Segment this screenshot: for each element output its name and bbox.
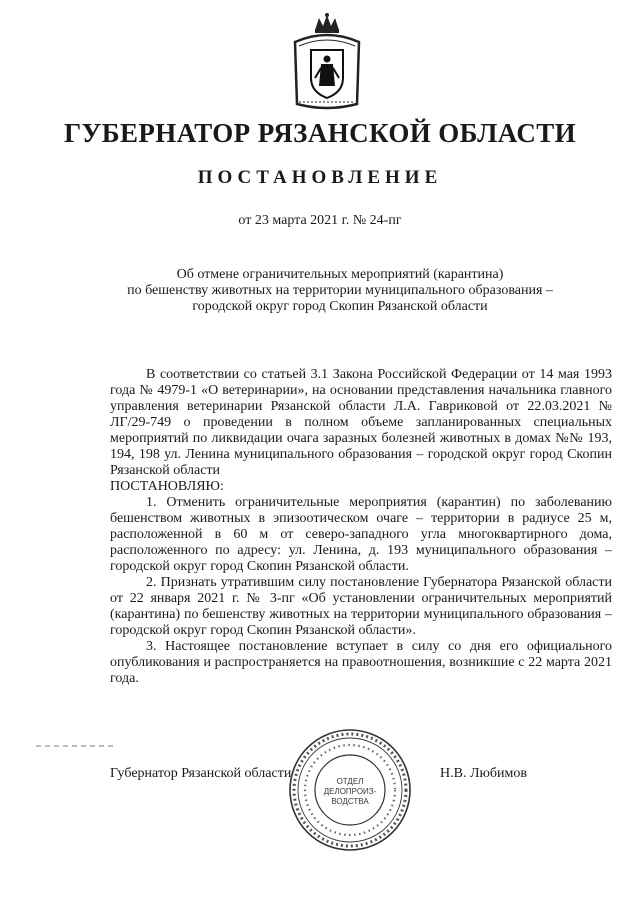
stamp-line: ОТДЕЛ <box>336 777 364 786</box>
date-number-line: от 23 марта 2021 г. № 24-пг <box>238 213 402 228</box>
coat-of-arms-icon <box>289 12 365 112</box>
subject-line: Об отмене ограничительных мероприятий (карантина) <box>176 267 504 282</box>
issuer-title: ГУБЕРНАТОР РЯЗАНСКОЙ ОБЛАСТИ <box>63 118 577 148</box>
stamp-text <box>322 777 378 807</box>
document-subject <box>100 267 580 315</box>
stamp-line: ВОДСТВА <box>331 797 369 806</box>
stamp-line: ДЕЛОПРОИЗ- <box>323 787 377 796</box>
preamble-paragraph: В соответствии со статьей 3.1 Закона Российской Федерации от 14 мая 1993 года № 4979-1 «О ветеринарии», на основании представления начальника главного управления ветеринарии Рязанской области Л.А. Гавриковой от 22.03.2021 № ЛГ/29-749 о проведении в полном объеме запланированных специальных мероприятий по ликвидации очага заразных болезней животных в домах №№ 193, 194, 198 ул. Ленина муниципального образования – городской округ город Скопин Рязанской области <box>110 367 612 478</box>
document-body <box>110 367 612 687</box>
decree-word: ПОСТАНОВЛЯЮ: <box>110 479 224 494</box>
signatory-name: Н.В. Любимов <box>440 766 527 781</box>
clause-3: 3. Настоящее постановление вступает в силу со дня его официального опубликования и распространяется на правоотношения, возникшие с 22 марта 2021 года. <box>110 639 612 686</box>
scan-dash-mark <box>36 745 116 747</box>
clause-1: 1. Отменить ограничительные мероприятия (карантин) по заболеванию бешенством животных в эпизоотическом очаге – территории в радиусе 25 м, расположенной в 60 м от северо-западного угла многоквартирного дома, расположенного по адресу: ул. Ленина, д. 193 муниципального образования – городской округ город Скопин Рязанской области. <box>110 495 612 574</box>
subject-line: городской округ город Скопин Рязанской области <box>192 299 488 314</box>
signatory-title: Губернатор Рязанской области <box>110 766 292 781</box>
subject-line: по бешенству животных на территории муниципального образования – <box>127 283 553 298</box>
clause-2: 2. Признать утратившим силу постановление Губернатора Рязанской области от 22 января 2021 г. № 3-пг «Об установлении ограничительных мероприятий (карантина) по бешенству животных на территории муниципального образования – городской округ город Скопин Рязанской области». <box>110 575 612 638</box>
document-type: ПОСТАНОВЛЕНИЕ <box>197 167 443 188</box>
